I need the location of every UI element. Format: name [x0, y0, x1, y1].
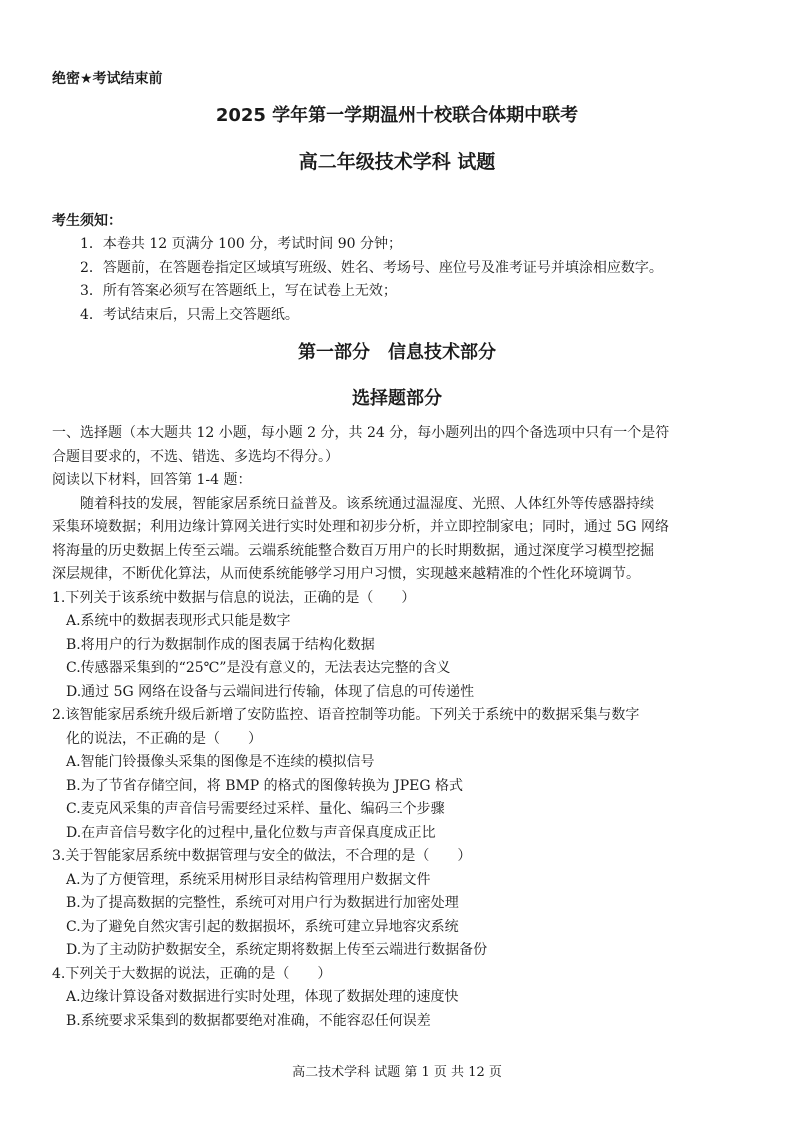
- instruction-line: 一、选择题（本大题共 12 小题，每小题 2 分，共 24 分，每小题列出的四个备选项中只有一个是符: [52, 425, 670, 441]
- passage-line: 采集环境数据；利用边缘计算网关进行实时处理和初步分析，并立即控制家电；同时，通过 5G 网络: [52, 519, 669, 535]
- part-title: 第一部分 信息技术部分: [298, 342, 496, 363]
- option-d: D.在声音信号数字化的过程中,量化位数与声音保真度成正比: [66, 824, 436, 841]
- reading-passage: [52, 493, 744, 587]
- question-stem: 4.下列关于大数据的说法，正确的是（ ）: [52, 965, 332, 982]
- option-c: C.麦克风采集的声音信号需要经过采样、量化、编码三个步骤: [66, 801, 445, 817]
- notice-item: 3．所有答案必须写在答题纸上，写在试卷上无效；: [80, 283, 397, 299]
- option-a: A.智能门铃摄像头采集的图像是不连续的模拟信号: [66, 754, 375, 770]
- option-a: A.为了方便管理，系统采用树形目录结构管理用户数据文件: [66, 871, 431, 888]
- notice-list: [80, 233, 663, 327]
- notice-item: 1．本卷共 12 页满分 100 分，考试时间 90 分钟；: [80, 236, 402, 252]
- reading-prompt: 阅读以下材料，回答第 1-4 题：: [52, 472, 252, 488]
- passage-line: 深层规律，不断优化算法，从而使系统能够学习用户习惯，实现越来越精准的个性化环境调节。: [52, 566, 640, 582]
- option-a: A.系统中的数据表现形式只能是数字: [66, 613, 291, 629]
- notice-item: 4．考试结束后，只需上交答题纸。: [80, 306, 299, 323]
- notice-heading: 考生须知：: [52, 213, 122, 229]
- confidential-mark: 绝密★考试结束前: [52, 71, 163, 87]
- question-2: [52, 704, 744, 845]
- notice-item: 2．答题前，在答题卷指定区域填写班级、姓名、考场号、座位号及准考证号并填涂相应数字。: [80, 259, 663, 276]
- passage-line: 将海量的历史数据上传至云端。云端系统能整合数百万用户的长时期数据，通过深度学习模型挖掘: [52, 542, 654, 559]
- section-title: 选择题部分: [352, 388, 442, 409]
- option-c: C.传感器采集到的“25℃”是没有意义的，无法表达完整的含义: [66, 660, 451, 676]
- question-stem-cont: 化的说法，不正确的是（ ）: [66, 730, 262, 747]
- option-b: B.系统要求采集到的数据都要绝对准确，不能容忍任何误差: [66, 1012, 431, 1029]
- instruction-line: 合题目要求的，不选、错选、多选均不得分。）: [52, 448, 339, 465]
- exam-subtitle: 高二年级技术学科 试题: [298, 151, 496, 173]
- page-footer: 高二技术学科 试题 第 1 页 共 12 页: [292, 1065, 502, 1080]
- option-b: B.为了提高数据的完整性，系统可对用户行为数据进行加密处理: [66, 895, 459, 911]
- option-b: B.将用户的行为数据制作成的图表属于结构化数据: [66, 636, 375, 653]
- option-d: D.通过 5G 网络在设备与云端间进行传输，体现了信息的可传递性: [66, 683, 475, 700]
- question-4: [52, 963, 744, 1034]
- question-stem: 1.下列关于该系统中数据与信息的说法，正确的是（ ）: [52, 589, 416, 606]
- option-c: C.为了避免自然灾害引起的数据损坏，系统可建立异地容灾系统: [66, 918, 459, 935]
- question-1: [52, 587, 744, 705]
- passage-line: 随着科技的发展，智能家居系统日益普及。该系统通过温湿度、光照、人体红外等传感器持续: [80, 495, 654, 512]
- question-stem: 2.该智能家居系统升级后新增了安防监控、语音控制等功能。下列关于系统中的数据采集与数字: [52, 707, 640, 723]
- option-a: A.边缘计算设备对数据进行实时处理，体现了数据处理的速度快: [66, 989, 459, 1005]
- exam-title: 2025 学年第一学期温州十校联合体期中联考: [215, 105, 579, 126]
- question-stem: 3.关于智能家居系统中数据管理与安全的做法，不合理的是（ ）: [52, 848, 472, 864]
- question-3: [52, 845, 744, 963]
- option-d: D.为了主动防护数据安全，系统定期将数据上传至云端进行数据备份: [66, 942, 488, 958]
- option-b: B.为了节省存储空间，将 BMP 的格式的图像转换为 JPEG 格式: [66, 777, 464, 794]
- question-body: [52, 422, 744, 1033]
